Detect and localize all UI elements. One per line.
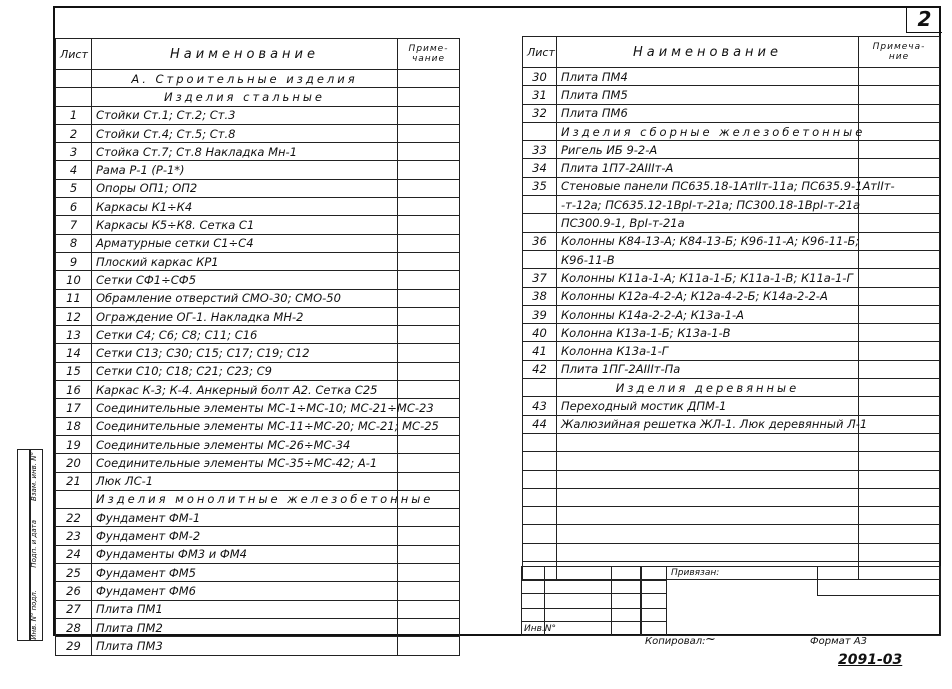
item-name-cell: Плита 1П7-2АIIIт-А xyxy=(557,159,859,177)
note-cell xyxy=(398,527,460,545)
table-row xyxy=(523,287,940,305)
sheet-number-cell: 22 xyxy=(56,509,92,527)
note-cell xyxy=(859,488,940,506)
sheet-number-cell: 25 xyxy=(56,564,92,582)
sheet-number-cell: 13 xyxy=(56,326,92,344)
sheet-number-cell: 19 xyxy=(56,435,92,453)
item-name-cell: Плоский каркас КР1 xyxy=(92,252,398,270)
note-cell xyxy=(398,435,460,453)
item-name-cell: Плита ПМ1 xyxy=(92,600,398,618)
sheet-number-cell xyxy=(523,525,557,543)
note-cell xyxy=(859,342,940,360)
item-name-cell: Каркасы К1÷К4 xyxy=(92,198,398,216)
table-row xyxy=(523,68,940,86)
sheet-number-cell: 35 xyxy=(523,177,557,195)
item-name-cell: Арматурные сетки С1÷С4 xyxy=(92,234,398,252)
table-row xyxy=(56,88,460,106)
sheet-number-cell xyxy=(523,250,557,268)
item-name-cell: Соединительные элементы МС-1÷МС-10; МС-21÷МС-23 xyxy=(92,399,398,417)
sheet-number-cell: 10 xyxy=(56,271,92,289)
section-heading-cell: А. Строительные изделия xyxy=(92,70,398,88)
sheet-number-cell: 24 xyxy=(56,545,92,563)
item-name-cell: Каркасы К5÷К8. Сетка С1 xyxy=(92,216,398,234)
note-cell xyxy=(859,232,940,250)
item-name-cell xyxy=(557,470,859,488)
note-cell xyxy=(398,545,460,563)
sheet-number-cell: 15 xyxy=(56,362,92,380)
sheet-number-cell: 6 xyxy=(56,198,92,216)
sheet-number-cell: 41 xyxy=(523,342,557,360)
sheet-number-cell: 29 xyxy=(56,637,92,655)
title-block-row xyxy=(521,608,667,622)
table-row xyxy=(56,637,460,655)
table-row xyxy=(523,177,940,195)
table-row xyxy=(523,250,940,268)
table-row xyxy=(56,198,460,216)
note-cell xyxy=(859,360,940,378)
note-cell xyxy=(398,289,460,307)
table-row xyxy=(523,433,940,451)
table-row xyxy=(56,271,460,289)
sheet-number-cell xyxy=(56,70,92,88)
note-cell xyxy=(398,582,460,600)
title-block-corner xyxy=(817,566,941,596)
table-row xyxy=(56,490,460,508)
note-cell xyxy=(398,271,460,289)
item-name-cell: Фундамент ФМ-2 xyxy=(92,527,398,545)
item-name-cell xyxy=(557,543,859,561)
note-cell xyxy=(859,68,940,86)
item-name-cell xyxy=(557,507,859,525)
table-row xyxy=(523,324,940,342)
sheet-number-cell: 11 xyxy=(56,289,92,307)
sheet-number-cell xyxy=(56,88,92,106)
note-cell xyxy=(398,307,460,325)
table-row xyxy=(56,179,460,197)
sheet-number-cell: 26 xyxy=(56,582,92,600)
sheet-number-cell xyxy=(523,196,557,214)
sheet-number-cell: 12 xyxy=(56,307,92,325)
sheet-number-cell xyxy=(523,379,557,397)
sheet-number-cell: 9 xyxy=(56,252,92,270)
table-row xyxy=(56,399,460,417)
item-name-cell: -т-12а; ПС635.12-1ВрI-т-21а; ПС300.18-1ВрI-т-21а xyxy=(557,196,859,214)
table-row xyxy=(523,342,940,360)
sheet-number-cell xyxy=(523,214,557,232)
table-header xyxy=(523,37,940,68)
item-name-cell: Соединительные элементы МС-26÷МС-34 xyxy=(92,435,398,453)
podp-data-label: Подп. и дата xyxy=(30,520,38,568)
note-cell xyxy=(398,381,460,399)
title-block-col xyxy=(641,566,667,636)
table-row xyxy=(523,141,940,159)
table-row xyxy=(56,289,460,307)
inv-label: Инв.N° xyxy=(524,624,557,634)
table-row xyxy=(56,234,460,252)
table-row xyxy=(523,232,940,250)
table-row xyxy=(56,618,460,636)
note-cell xyxy=(398,252,460,270)
note-cell xyxy=(859,525,940,543)
item-name-cell: Опоры ОП1; ОП2 xyxy=(92,179,398,197)
sheet-number-cell: 30 xyxy=(523,68,557,86)
table-row xyxy=(56,307,460,325)
left-list-table xyxy=(55,38,460,656)
note-cell xyxy=(859,196,940,214)
item-name-cell: Колонна К13а-1-Г xyxy=(557,342,859,360)
note-cell xyxy=(859,305,940,323)
note-cell xyxy=(859,397,940,415)
note-cell xyxy=(398,600,460,618)
title-block-row xyxy=(521,580,667,594)
item-name-cell: Сетки С4; С6; С8; С11; С16 xyxy=(92,326,398,344)
item-name-cell: Плита 1ПГ-2АIIIт-Па xyxy=(557,360,859,378)
item-name-cell: Колонны К11а-1-А; К11а-1-Б; К11а-1-В; К11а-1-Г xyxy=(557,269,859,287)
sheet-number-cell xyxy=(523,543,557,561)
sheet-number-cell: 1 xyxy=(56,106,92,124)
sheet-number-cell: 17 xyxy=(56,399,92,417)
table-row xyxy=(56,326,460,344)
note-cell xyxy=(859,86,940,104)
table-row xyxy=(523,214,940,232)
note-cell xyxy=(398,161,460,179)
item-name-cell: Жалюзийная решетка ЖЛ-1. Люк деревянный Л-1 xyxy=(557,415,859,433)
name-column-header: Наименование xyxy=(557,37,859,68)
table-row xyxy=(523,452,940,470)
note-cell xyxy=(859,415,940,433)
sheet-number-cell: 34 xyxy=(523,159,557,177)
item-name-cell: Плита ПМ4 xyxy=(557,68,859,86)
sheet-number-cell: 2 xyxy=(56,124,92,142)
table-row xyxy=(56,124,460,142)
table-row xyxy=(56,70,460,88)
format-label: Формат А3 xyxy=(810,636,867,647)
sheet-column-header: Лист xyxy=(523,37,557,68)
table-row xyxy=(523,196,940,214)
sheet-number-cell xyxy=(523,470,557,488)
title-block-col xyxy=(611,566,641,636)
note-cell xyxy=(398,472,460,490)
sheet-column-header: Лист xyxy=(56,39,92,70)
table-row xyxy=(56,417,460,435)
item-name-cell xyxy=(557,433,859,451)
table-row xyxy=(56,143,460,161)
item-name-cell: Сетки С13; С30; С15; С17; С19; С12 xyxy=(92,344,398,362)
name-column-header: Наименование xyxy=(92,39,398,70)
item-name-cell: Колонна К13а-1-Б; К13а-1-В xyxy=(557,324,859,342)
table-row xyxy=(523,122,940,140)
privyazan-label: Привязан: xyxy=(671,568,720,578)
note-cell xyxy=(398,124,460,142)
sheet-number-cell: 33 xyxy=(523,141,557,159)
note-cell xyxy=(859,122,940,140)
note-cell xyxy=(859,452,940,470)
item-name-cell: Ограждение ОГ-1. Накладка МН-2 xyxy=(92,307,398,325)
item-name-cell: Плита ПМ2 xyxy=(92,618,398,636)
sheet-number-cell: 20 xyxy=(56,454,92,472)
note-cell xyxy=(859,507,940,525)
table-row xyxy=(523,525,940,543)
item-name-cell: Плита ПМ5 xyxy=(557,86,859,104)
table-row xyxy=(56,161,460,179)
note-cell xyxy=(398,216,460,234)
note-cell xyxy=(398,88,460,106)
item-name-cell: Стойки Ст.1; Ст.2; Ст.3 xyxy=(92,106,398,124)
table-row xyxy=(523,305,940,323)
table-row xyxy=(56,381,460,399)
note-cell xyxy=(398,637,460,655)
sheet-number-cell: 37 xyxy=(523,269,557,287)
sheet-number-cell: 28 xyxy=(56,618,92,636)
section-heading-cell: Изделия сборные железобетонные xyxy=(557,122,859,140)
sheet-number-cell: 43 xyxy=(523,397,557,415)
title-block xyxy=(521,566,941,636)
table-row xyxy=(523,397,940,415)
table-row xyxy=(523,86,940,104)
note-cell xyxy=(398,454,460,472)
note-cell xyxy=(398,106,460,124)
note-cell xyxy=(398,326,460,344)
item-name-cell: Люк ЛС-1 xyxy=(92,472,398,490)
sheet-number-cell: 27 xyxy=(56,600,92,618)
sheet-number-cell: 36 xyxy=(523,232,557,250)
item-name-cell: Плита ПМ6 xyxy=(557,104,859,122)
note-cell xyxy=(398,564,460,582)
table-row xyxy=(56,435,460,453)
note-cell xyxy=(859,104,940,122)
table-row xyxy=(523,507,940,525)
item-name-cell: Ригель ИБ 9-2-А xyxy=(557,141,859,159)
document-number: 2091-03 xyxy=(838,652,903,668)
note-cell xyxy=(398,198,460,216)
copied-signature: ~ xyxy=(705,632,716,647)
table-row xyxy=(523,379,940,397)
item-name-cell: Соединительные элементы МС-11÷МС-20; МС-21; МС-25 xyxy=(92,417,398,435)
item-name-cell: Обрамление отверстий СМО-30; СМО-50 xyxy=(92,289,398,307)
sheet-number-cell: 5 xyxy=(56,179,92,197)
item-name-cell: Сетки С10; С18; С21; С23; С9 xyxy=(92,362,398,380)
note-cell xyxy=(859,379,940,397)
item-name-cell: Стеновые панели ПС635.18-1АтIIт-11а; ПС635.9-1АтIIт- xyxy=(557,177,859,195)
table-row xyxy=(523,360,940,378)
sheet-number-cell: 14 xyxy=(56,344,92,362)
item-name-cell: ПС300.9-1, ВрI-т-21а xyxy=(557,214,859,232)
table-row xyxy=(56,564,460,582)
item-name-cell: Колонны К14а-2-2-А; К13а-1-А xyxy=(557,305,859,323)
note-cell xyxy=(398,70,460,88)
sheet-number-cell: 42 xyxy=(523,360,557,378)
item-name-cell: Переходный мостик ДПМ-1 xyxy=(557,397,859,415)
sheet-number-cell xyxy=(56,490,92,508)
sheet-number-cell: 7 xyxy=(56,216,92,234)
sheet-number-cell xyxy=(523,433,557,451)
sheet-number-cell xyxy=(523,122,557,140)
note-cell xyxy=(859,159,940,177)
note-cell xyxy=(398,509,460,527)
section-heading-cell: Изделия монолитные железобетонные xyxy=(92,490,398,508)
table-row xyxy=(56,582,460,600)
vzam-inv-label: Взам. инв. N° xyxy=(30,452,38,501)
table-row xyxy=(56,600,460,618)
item-name-cell xyxy=(557,452,859,470)
table-row xyxy=(56,454,460,472)
copied-label: Копировал: xyxy=(645,636,706,647)
table-row xyxy=(56,509,460,527)
note-cell xyxy=(398,143,460,161)
item-name-cell: Фундамент ФМ5 xyxy=(92,564,398,582)
note-cell xyxy=(398,362,460,380)
item-name-cell: Стойка Ст.7; Ст.8 Накладка Мн-1 xyxy=(92,143,398,161)
table-row xyxy=(523,104,940,122)
note-cell xyxy=(859,214,940,232)
item-name-cell: Фундамент ФМ6 xyxy=(92,582,398,600)
table-header xyxy=(56,39,460,70)
note-cell xyxy=(859,543,940,561)
table-row xyxy=(56,344,460,362)
note-cell xyxy=(859,470,940,488)
table-row xyxy=(56,216,460,234)
item-name-cell: К96-11-В xyxy=(557,250,859,268)
sheet-number-cell: 32 xyxy=(523,104,557,122)
sheet-number-cell: 8 xyxy=(56,234,92,252)
item-name-cell xyxy=(557,525,859,543)
sheet-number-cell: 44 xyxy=(523,415,557,433)
item-name-cell: Рама Р-1 (Р-1*) xyxy=(92,161,398,179)
note-cell xyxy=(859,141,940,159)
table-row xyxy=(523,269,940,287)
note-column-header: Приме- чание xyxy=(398,39,460,70)
table-row xyxy=(523,488,940,506)
item-name-cell: Фундаменты ФМ3 и ФМ4 xyxy=(92,545,398,563)
sheet-number-cell xyxy=(523,488,557,506)
sheet-number-cell xyxy=(523,452,557,470)
table-row xyxy=(523,470,940,488)
item-name-cell: Колонны К12а-4-2-А; К12а-4-2-Б; К14а-2-2-А xyxy=(557,287,859,305)
item-name-cell: Каркас К-3; К-4. Анкерный болт А2. Сетка С25 xyxy=(92,381,398,399)
note-cell xyxy=(859,287,940,305)
sheet-number-cell: 23 xyxy=(56,527,92,545)
sheet-number-cell: 18 xyxy=(56,417,92,435)
note-cell xyxy=(398,234,460,252)
item-name-cell: Сетки СФ1÷СФ5 xyxy=(92,271,398,289)
sheet-number-cell: 40 xyxy=(523,324,557,342)
table-row xyxy=(523,543,940,561)
sheet-number-cell: 4 xyxy=(56,161,92,179)
sheet-number-cell: 31 xyxy=(523,86,557,104)
note-cell xyxy=(859,250,940,268)
sheet-number-cell xyxy=(523,507,557,525)
table-row xyxy=(56,106,460,124)
item-name-cell: Соединительные элементы МС-35÷МС-42; А-1 xyxy=(92,454,398,472)
note-cell xyxy=(859,324,940,342)
item-name-cell: Колонны К84-13-А; К84-13-Б; К96-11-А; К96-11-Б; xyxy=(557,232,859,250)
sheet-number-cell: 21 xyxy=(56,472,92,490)
sheet-number-cell: 38 xyxy=(523,287,557,305)
section-heading-cell: Изделия деревянные xyxy=(557,379,859,397)
sheet-number-cell: 3 xyxy=(56,143,92,161)
sheet-number-cell: 39 xyxy=(523,305,557,323)
note-cell xyxy=(398,179,460,197)
inv-podl-label: Инв. N° подл. xyxy=(30,590,38,640)
table-row xyxy=(56,252,460,270)
note-cell xyxy=(398,344,460,362)
item-name-cell: Плита ПМ3 xyxy=(92,637,398,655)
note-cell xyxy=(398,618,460,636)
item-name-cell xyxy=(557,488,859,506)
table-row xyxy=(523,159,940,177)
page-number: 2 xyxy=(906,6,942,33)
side-stamp-outer xyxy=(17,449,31,641)
item-name-cell: Фундамент ФМ-1 xyxy=(92,509,398,527)
section-heading-cell: Изделия стальные xyxy=(92,88,398,106)
table-row xyxy=(56,545,460,563)
item-name-cell: Стойки Ст.4; Ст.5; Ст.8 xyxy=(92,124,398,142)
table-row xyxy=(523,415,940,433)
table-row xyxy=(56,362,460,380)
note-cell xyxy=(859,433,940,451)
note-column-header: Примеча- ние xyxy=(859,37,940,68)
table-row xyxy=(56,527,460,545)
sheet-number-cell: 16 xyxy=(56,381,92,399)
table-row xyxy=(56,472,460,490)
right-list-table xyxy=(522,36,940,580)
note-cell xyxy=(859,269,940,287)
